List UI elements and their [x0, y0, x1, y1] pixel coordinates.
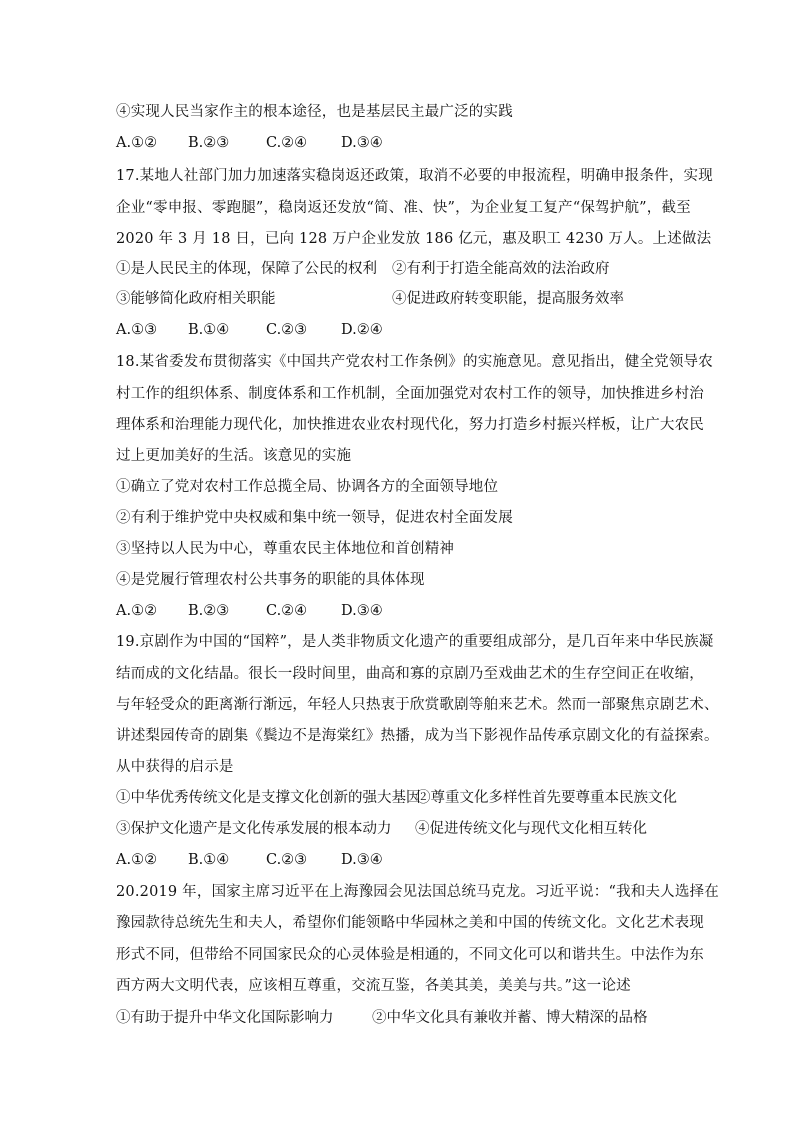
q19-item-1: ①中华优秀传统文化是支撑文化创新的强大基因 [116, 790, 421, 806]
option-b: B.②③ [188, 135, 230, 151]
q18-options [116, 601, 401, 621]
option-a: A.①③ [116, 322, 158, 338]
q17-items-row-1 [116, 259, 610, 279]
option-c: C.②④ [266, 135, 308, 151]
q19-items-row-2 [116, 819, 647, 839]
q17-item-2: ②有利于打造全能高效的法治政府 [392, 261, 610, 277]
q20-item-1: ①有助于提升中华文化国际影响力 [116, 1010, 334, 1026]
option-d: D.②④ [341, 322, 383, 338]
q19-stem-line-4: 讲述梨园传奇的剧集《鬓边不是海棠红》热播，成为当下影视作品传承京剧文化的有益探索。 [116, 728, 719, 744]
q19-stem-line-1: 19.京剧作为中国的“国粹”，是人类非物质文化遗产的重要组成部分，是几百年来中华民族凝 [116, 634, 714, 650]
q20-stem-line-1: 20.2019 年，国家主席习近平在上海豫园会见法国总统马克龙。习近平说：“我和夫人选择在 [116, 884, 719, 900]
option-b: B.①④ [188, 852, 230, 868]
q17-item-3: ③能够简化政府相关职能 [116, 291, 276, 307]
q17-stem-line-2: 企业“零申报、零跑腿”，稳岗返还发放“简、准、快”，为企业复工复产“保驾护航”，截至 [116, 200, 691, 216]
q17-items-row-2 [116, 289, 624, 309]
q20-items-row-1 [116, 1008, 648, 1028]
q20-stem-line-2: 豫园款待总统先生和夫人，希望你们能领略中华园林之美和中国的传统文化。文化艺术表现 [116, 915, 704, 931]
option-b: B.②③ [188, 603, 230, 619]
q20-stem-line-3: 形式不同，但带给不同国家民众的心灵体验是相通的，不同文化可以和谐共生。中法作为东 [116, 947, 704, 963]
option-a: A.①② [116, 603, 158, 619]
q17-stem-line-1: 17.某地人社部门加力加速落实稳岗返还政策，取消不必要的申报流程，明确申报条件，实现 [116, 168, 713, 184]
q18-item-1: ①确立了党对农村工作总揽全局、协调各方的全面领导地位 [116, 479, 499, 495]
q19-item-3: ③保护文化遗产是文化传承发展的根本动力 [116, 821, 392, 837]
q19-items-row-1 [116, 788, 677, 808]
q19-stem-line-2: 结而成的文化结晶。很长一段时间里，曲高和寡的京剧乃至戏曲艺术的生存空间正在收缩， [116, 666, 704, 682]
q19-stem-line-5: 从中获得的启示是 [116, 759, 234, 775]
q19-options [116, 850, 401, 870]
option-d: D.③④ [341, 603, 383, 619]
q18-item-3: ③坚持以人民为中心，尊重农民主体地位和首创精神 [116, 541, 455, 557]
q18-item-4: ④是党履行管理农村公共事务的职能的具体体现 [116, 572, 425, 588]
q19-item-4: ④促进传统文化与现代文化相互转化 [415, 821, 647, 837]
option-c: C.②③ [266, 852, 308, 868]
option-a: A.①② [116, 135, 158, 151]
q18-item-2: ②有利于维护党中央权威和集中统一领导，促进农村全面发展 [116, 510, 513, 526]
option-c: C.②④ [266, 603, 308, 619]
q19-item-2: ②尊重文化多样性首先要尊重本民族文化 [416, 790, 677, 806]
q17-stem-line-3: 2020 年 3 月 18 日，已向 128 万户企业发放 186 亿元，惠及职工 4230 万人。上述做法 [116, 231, 712, 247]
q18-stem-line-1: 18.某省委发布贯彻落实《中国共产党农村工作条例》的实施意见。意见指出，健全党领导农 [116, 354, 713, 370]
option-a: A.①② [116, 852, 158, 868]
q18-stem-line-3: 理体系和治理能力现代化，加快推进农业农村现代化，努力打造乡村振兴样板，让广大农民 [116, 417, 704, 433]
option-d: D.③④ [341, 135, 383, 151]
q17-item-1: ①是人民民主的体现，保障了公民的权利 [116, 261, 377, 277]
q19-stem-line-3: 与年轻受众的距离渐行渐远，年轻人只热衷于欣赏歌剧等舶来艺术。然而一部聚焦京剧艺术、 [116, 697, 719, 713]
prev-options [116, 133, 401, 153]
q17-item-4: ④促进政府转变职能，提高服务效率 [392, 291, 624, 307]
q17-options [116, 320, 401, 340]
prev-item-4: ④实现人民当家作主的根本途径，也是基层民主最广泛的实践 [116, 104, 513, 120]
option-c: C.②③ [266, 322, 308, 338]
q18-stem-line-4: 过上更加美好的生活。该意见的实施 [116, 448, 352, 464]
q20-stem-line-4: 西方两大文明代表，应该相互尊重，交流互鉴，各美其美，美美与共。”这一论述 [116, 978, 631, 994]
q20-item-2: ②中华文化具有兼收并蓄、博大精深的品格 [372, 1010, 648, 1026]
option-b: B.①④ [188, 322, 230, 338]
q18-stem-line-2: 村工作的组织体系、制度体系和工作机制，全面加强党对农村工作的领导，加快推进乡村治 [116, 386, 704, 402]
option-d: D.③④ [341, 852, 383, 868]
